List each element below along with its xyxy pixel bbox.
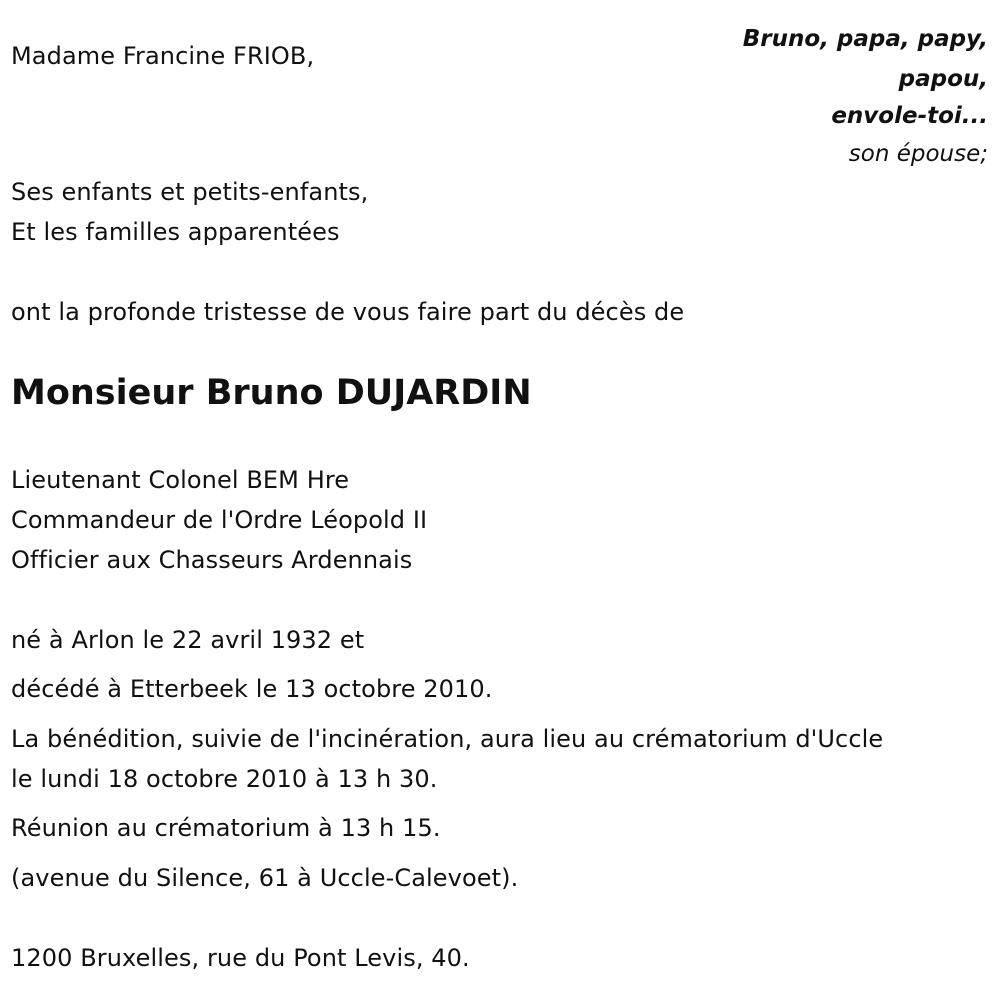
ceremony-line-1: La bénédition, suivie de l'incinération, aura lieu au crématorium d'Uccle — [11, 725, 884, 753]
quote-line-1: Bruno, papa, papy, — [742, 26, 988, 52]
meeting-info: Réunion au crématorium à 13 h 15. — [11, 814, 441, 842]
title-line-3: Officier aux Chasseurs Ardennais — [11, 546, 413, 574]
ceremony-line-2: le lundi 18 octobre 2010 à 13 h 30. — [11, 765, 438, 793]
home-address: 1200 Bruxelles, rue du Pont Levis, 40. — [11, 944, 470, 972]
deceased-name: Monsieur Bruno DUJARDIN — [11, 373, 532, 413]
family-line-1: Ses enfants et petits-enfants, — [11, 178, 369, 206]
quote-line-4: son épouse; — [848, 141, 988, 167]
ceremony-address: (avenue du Silence, 61 à Uccle-Calevoet). — [11, 864, 519, 892]
title-line-2: Commandeur de l'Ordre Léopold II — [11, 506, 428, 534]
announcement-text: ont la profonde tristesse de vous faire part du décès de — [11, 298, 685, 326]
quote-line-2: papou, — [898, 66, 988, 92]
birth-info: né à Arlon le 22 avril 1932 et — [11, 626, 365, 654]
quote-line-3: envole-toi... — [831, 103, 988, 129]
family-line-2: Et les familles apparentées — [11, 218, 340, 246]
title-line-1: Lieutenant Colonel BEM Hre — [11, 466, 350, 494]
spouse-name: Madame Francine FRIOB, — [11, 42, 315, 70]
death-info: décédé à Etterbeek le 13 octobre 2010. — [11, 675, 493, 703]
